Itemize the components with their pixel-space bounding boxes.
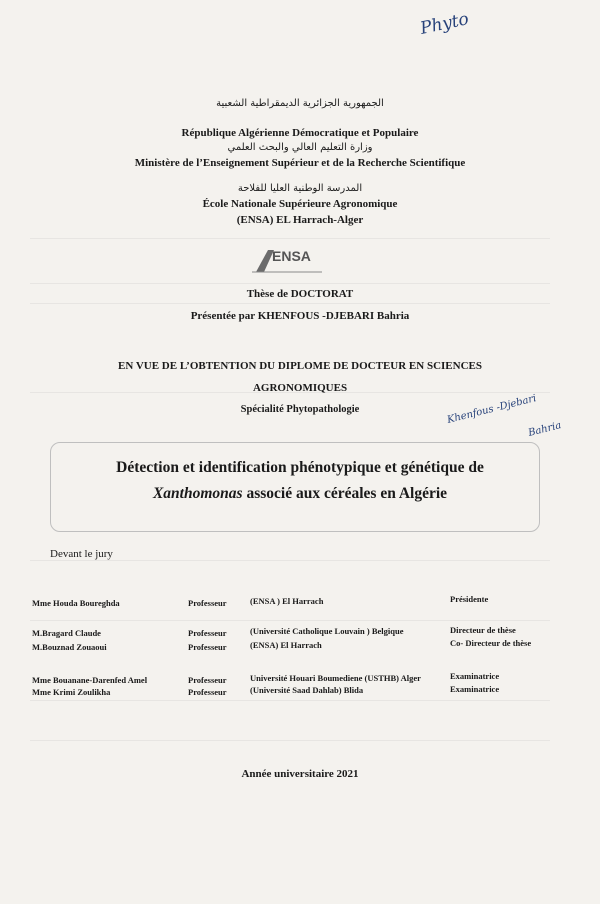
handwritten-author-firstname: Bahria bbox=[527, 420, 563, 439]
jury-name: M.Bragard Claude bbox=[32, 628, 101, 638]
handwritten-note-top: Phyto bbox=[418, 9, 471, 39]
specialty: Spécialité Phytopathologie bbox=[240, 404, 360, 415]
school-abbrev: (ENSA) EL Harrach-Alger bbox=[236, 214, 364, 226]
ministry-name: Ministère de l’Enseignement Supérieur et de la Recherche Scientifique bbox=[134, 157, 466, 169]
jury-rank: Professeur bbox=[188, 687, 227, 697]
bleed-through-line bbox=[30, 238, 550, 239]
jury-role: Examinatrice bbox=[450, 671, 500, 681]
jury-role: Directeur de thèse bbox=[450, 625, 516, 635]
jury-role: Co- Directeur de thèse bbox=[450, 638, 532, 648]
jury-rank: Professeur bbox=[188, 628, 227, 638]
arabic-republic: الجمهورية الجزائرية الديمقراطية الشعبية bbox=[216, 98, 384, 109]
jury-name: Mme Bouanane-Darenfed Amel bbox=[32, 675, 148, 685]
bleed-through-line bbox=[30, 740, 550, 741]
jury-name: Mme Houda Boureghda bbox=[32, 598, 120, 608]
republic-name: République Algérienne Démocratique et Populaire bbox=[181, 127, 419, 139]
bleed-through-line bbox=[30, 700, 550, 701]
jury-institution: (Université Saad Dahlab) Blida bbox=[250, 685, 364, 695]
title-genus: Xanthomonas bbox=[152, 485, 243, 502]
bleed-through-line bbox=[30, 303, 550, 304]
jury-role: Présidente bbox=[450, 594, 489, 604]
bleed-through-line bbox=[30, 620, 550, 621]
thesis-title-line1: Détection et identification phénotypique et génétique de bbox=[116, 459, 484, 476]
thesis-type: Thèse de DOCTORAT bbox=[246, 288, 354, 300]
jury-rank: Professeur bbox=[188, 675, 227, 685]
presented-by: Présentée par KHENFOUS -DJEBARI Bahria bbox=[190, 310, 410, 322]
academic-year: Année universitaire 2021 bbox=[241, 768, 359, 780]
degree-aim-line1: EN VUE DE L’OBTENTION DU DIPLOME DE DOCTEUR EN SCIENCES bbox=[118, 360, 482, 372]
handwritten-author-name: Khenfous -Djebari bbox=[446, 393, 538, 426]
jury-institution: (ENSA ) El Harrach bbox=[250, 596, 324, 606]
degree-aim-line2: AGRONOMIQUES bbox=[252, 382, 348, 394]
jury-heading: Devant le jury bbox=[50, 548, 113, 560]
thesis-title-line2 bbox=[0, 485, 600, 503]
jury-institution: (ENSA) El Harrach bbox=[250, 640, 322, 650]
arabic-ministry: وزارة التعليم العالي والبحث العلمي bbox=[227, 142, 373, 153]
jury-name: M.Bouznad Zouaoui bbox=[32, 642, 107, 652]
jury-name: Mme Krimi Zoulikha bbox=[32, 687, 111, 697]
jury-rank: Professeur bbox=[188, 642, 227, 652]
jury-role: Examinatrice bbox=[450, 684, 500, 694]
title-rest: associé aux céréales en Algérie bbox=[242, 485, 448, 502]
jury-institution: (Université Catholique Louvain ) Belgique bbox=[250, 626, 404, 636]
bleed-through-line bbox=[30, 283, 550, 284]
bleed-through-line bbox=[30, 560, 550, 561]
school-name: École Nationale Supérieure Agronomique bbox=[202, 198, 398, 210]
arabic-school: المدرسة الوطنية العليا للفلاحة bbox=[237, 183, 363, 194]
jury-institution: Université Houari Boumediene (USTHB) Alger bbox=[250, 673, 421, 683]
jury-rank: Professeur bbox=[188, 598, 227, 608]
ensa-logo-text: ENSA bbox=[272, 248, 311, 264]
